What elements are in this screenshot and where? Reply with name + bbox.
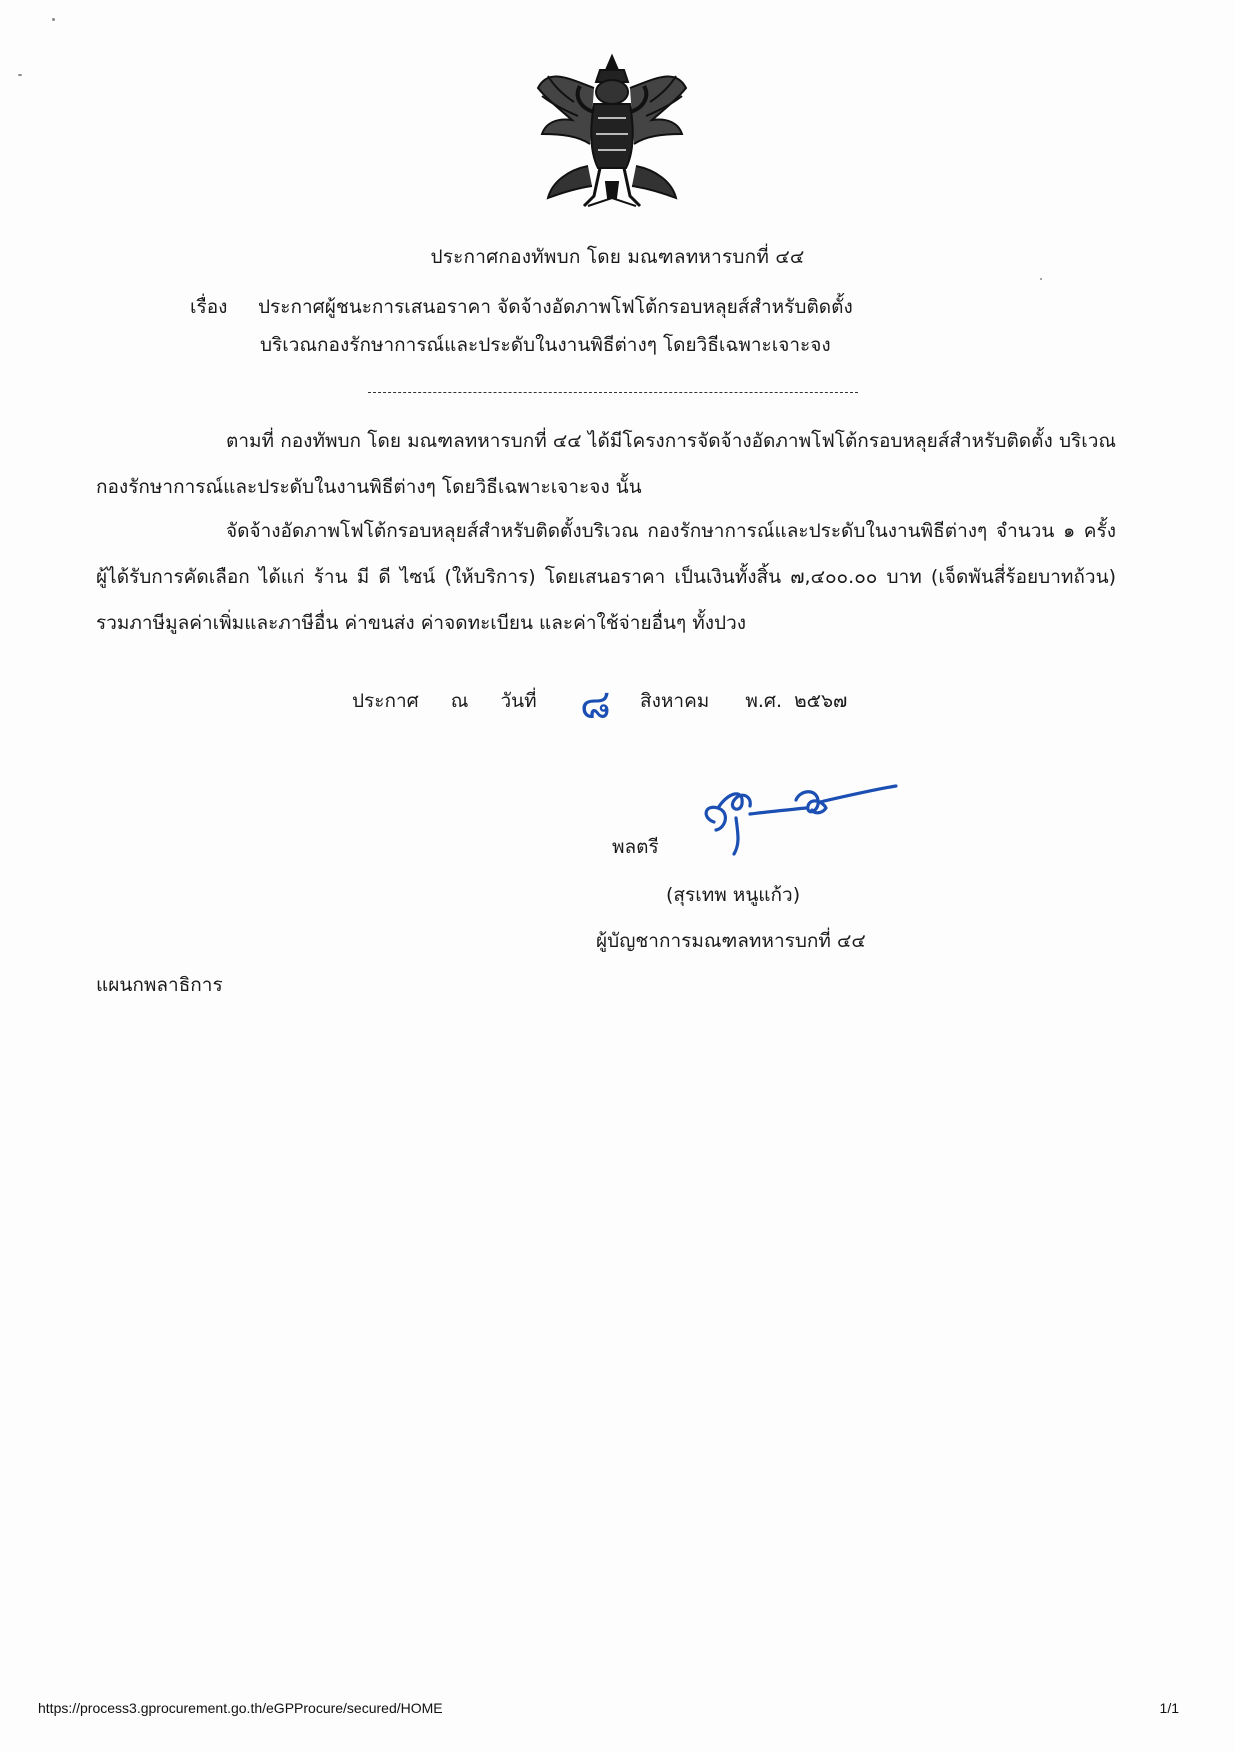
date-year: ๒๕๖๗: [794, 690, 848, 712]
body-paragraph-1: ตามที่ กองทัพบก โดย มณฑลทหารบกที่ ๔๔ ได้มีโครงการจัดจ้างอัดภาพโฟโต้กรอบหลุยส์สำหรับติดตั้ง บริเวณ กองรักษาการณ์และประดับในงานพิธีต่างๆ โดยวิธีเฉพาะเจาะจง นั้น: [96, 430, 1116, 498]
handwritten-signature-icon: [696, 778, 906, 858]
signatory-rank: พลตรี: [612, 836, 659, 858]
subject-text: [258, 288, 1078, 364]
date-prefix-label: ประกาศ: [352, 690, 419, 712]
signatory-position: ผู้บัญชาการมณฑลทหารบกที่ ๔๔: [596, 930, 866, 952]
footer-url: https://process3.gprocurement.go.th/eGPProcure/secured/HOME: [38, 1700, 443, 1716]
divider: [368, 392, 858, 393]
date-day-label: วันที่: [500, 690, 537, 712]
announcement-title: ประกาศกองทัพบก โดย มณฑลทหารบกที่ ๔๔: [430, 246, 805, 268]
date-prefix: [352, 686, 563, 716]
subject-label: เรื่อง: [190, 296, 228, 318]
subject-line-1: ประกาศผู้ชนะการเสนอราคา จัดจ้างอัดภาพโฟโต้กรอบหลุยส์สำหรับติดตั้ง: [258, 296, 853, 318]
date-day-handwritten: ๘: [580, 682, 611, 728]
body-paragraph-2: จัดจ้างอัดภาพโฟโต้กรอบหลุยส์สำหรับติดตั้งบริเวณ กองรักษาการณ์และประดับในงานพิธีต่างๆ จำนวน ๑ ครั้ง ผู้ได้รับการคัดเลือก ได้แก่ ร้าน มี ดี ไซน์ (ให้บริการ) โดยเสนอราคา เป็นเงินทั้งสิ้น ๗,๔๐๐.๐๐ บาท (เจ็ดพันสี่ร้อยบาทถ้วน) รวมภาษีมูลค่าเพิ่มและภาษีอื่น ค่าขนส่ง ค่าจดทะเบียน และค่าใช้จ่ายอื่นๆ ทั้งปวง: [96, 520, 1116, 634]
garuda-emblem-icon: [528, 48, 696, 218]
subject-line-2: บริเวณกองรักษาการณ์และประดับในงานพิธีต่างๆ โดยวิธีเฉพาะเจาะจง: [260, 334, 831, 356]
date-year-label: พ.ศ.: [745, 690, 783, 712]
date-suffix: [640, 686, 877, 716]
scan-speck: [52, 18, 55, 21]
scan-speck: [1040, 278, 1042, 280]
date-month: สิงหาคม: [640, 690, 710, 712]
footer-page-number: 1/1: [1159, 1700, 1179, 1716]
scan-speck: [18, 74, 22, 76]
department-name: แผนกพลาธิการ: [96, 974, 223, 996]
signatory-name: (สุรเทพ หนูแก้ว): [666, 884, 801, 906]
date-at-label: ณ: [450, 690, 469, 712]
